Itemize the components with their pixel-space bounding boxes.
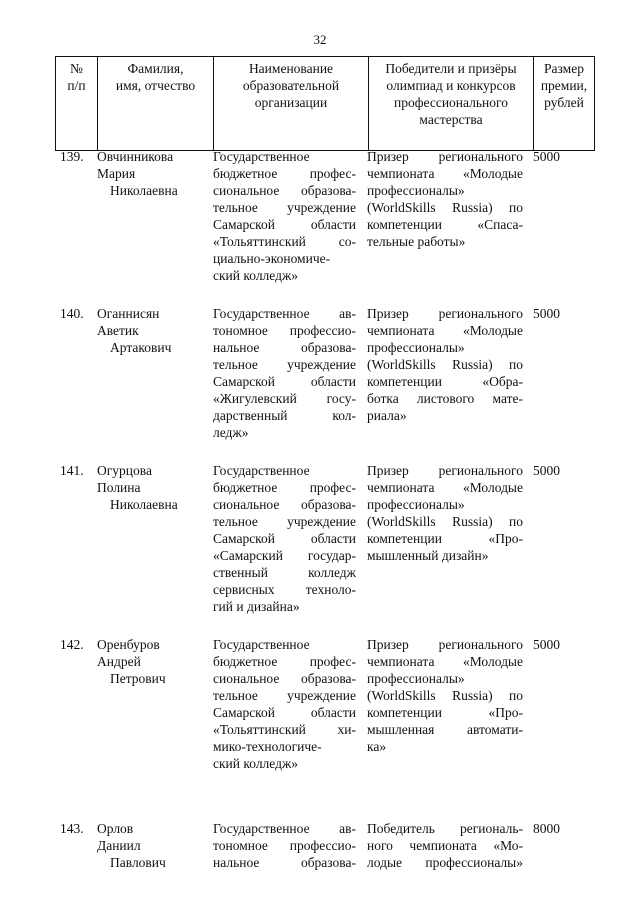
first-name: Даниил <box>97 838 141 853</box>
header-col-number <box>56 57 98 151</box>
achievement-line: риала» <box>367 408 407 423</box>
achievement-line: профессионалы» <box>367 497 465 512</box>
org-line: Самарской области <box>213 531 356 546</box>
patronymic: Петрович <box>110 671 166 686</box>
achievement-line: Призер регионального <box>367 149 523 164</box>
org-line: нальное образова- <box>213 340 356 355</box>
header-text: мастерства <box>419 112 483 127</box>
org-line: тельное учреждение <box>213 688 356 703</box>
achievement-line: чемпионата «Молодые <box>367 480 523 495</box>
page-number: 32 <box>313 32 327 47</box>
org-line: Самарской области <box>213 705 356 720</box>
header-text: Наименование <box>248 61 334 76</box>
org-line: бюджетное профес- <box>213 480 356 495</box>
person-name <box>97 820 166 871</box>
achievement-line: компетенции «Спаса- <box>367 217 523 232</box>
achievement-line: чемпионата «Молодые <box>367 323 523 338</box>
prize-amount: 5000 <box>533 149 560 164</box>
organization <box>213 636 356 772</box>
achievement-line: ка» <box>367 739 387 754</box>
achievement <box>367 305 523 424</box>
achievement-line: (WorldSkills Russia) по <box>367 688 523 703</box>
achievement <box>367 462 523 564</box>
achievement-line: ботка листового мате- <box>367 391 523 406</box>
achievement-line: профессионалы» <box>367 183 465 198</box>
row-number: 140. <box>60 306 84 321</box>
achievement-line: Призер регионального <box>367 637 523 652</box>
row-number: 142. <box>60 637 84 652</box>
achievement-line: профессионалы» <box>367 671 465 686</box>
org-line: тономное профессио- <box>213 323 356 338</box>
org-line: ский колледж» <box>213 268 299 283</box>
header-col-winner <box>369 57 534 151</box>
org-line: сервисных техноло- <box>213 582 356 597</box>
patronymic: Павлович <box>110 855 166 870</box>
header-text: п/п <box>67 78 86 93</box>
person-name <box>97 636 166 687</box>
org-line: ский колледж» <box>213 756 299 771</box>
achievement-line: чемпионата «Молодые <box>367 166 523 181</box>
patronymic: Николаевна <box>110 183 178 198</box>
org-line: ледж» <box>213 425 249 440</box>
achievement-line: Победитель региональ- <box>367 821 523 836</box>
org-line: тономное профессио- <box>213 838 356 853</box>
org-line: Государственное <box>213 463 310 478</box>
header-text: рублей <box>544 95 584 110</box>
achievement-line: профессионалы» <box>367 340 465 355</box>
patronymic: Николаевна <box>110 497 178 512</box>
org-line: циально-экономиче- <box>213 251 331 266</box>
org-line: нальное образова- <box>213 855 356 870</box>
person-name <box>97 148 178 199</box>
surname: Орлов <box>97 821 134 836</box>
org-line: сиональное образова- <box>213 183 356 198</box>
header-text: образовательной <box>242 78 340 93</box>
org-line: тельное учреждение <box>213 200 356 215</box>
achievement-line: Призер регионального <box>367 463 523 478</box>
first-name: Аветик <box>97 323 139 338</box>
surname: Оганнисян <box>97 306 160 321</box>
header-col-organization <box>214 57 369 151</box>
header-text: Фамилия, <box>127 61 184 76</box>
org-line: Государственное ав- <box>213 821 356 836</box>
org-line: «Тольяттинский хи- <box>213 722 356 737</box>
org-line: «Самарский государ- <box>213 548 356 563</box>
org-line: Государственное <box>213 637 310 652</box>
row-number: 139. <box>60 149 84 164</box>
row-number: 143. <box>60 821 84 836</box>
prize-amount: 5000 <box>533 306 560 321</box>
achievement-line: ного чемпионата «Мо- <box>367 838 523 853</box>
achievement-line: (WorldSkills Russia) по <box>367 357 523 372</box>
org-line: гий и дизайна» <box>213 599 300 614</box>
header-col-amount <box>534 57 595 151</box>
org-line: Государственное <box>213 149 310 164</box>
header-text: профессионального <box>394 95 508 110</box>
header-text: олимпиад и конкурсов <box>386 78 516 93</box>
header-text: организации <box>254 95 328 110</box>
achievement-line: мышленная автомати- <box>367 722 523 737</box>
org-line: бюджетное профес- <box>213 654 356 669</box>
org-line: Государственное ав- <box>213 306 356 321</box>
surname: Огурцова <box>97 463 152 478</box>
org-line: «Тольяттинский со- <box>213 234 356 249</box>
patronymic: Артакович <box>110 340 172 355</box>
prize-amount: 5000 <box>533 637 560 652</box>
org-line: Самарской области <box>213 217 356 232</box>
prize-amount: 8000 <box>533 821 560 836</box>
org-line: бюджетное профес- <box>213 166 356 181</box>
person-name <box>97 462 178 513</box>
achievement <box>367 636 523 755</box>
org-line: сиональное образова- <box>213 497 356 512</box>
org-line: сиональное образова- <box>213 671 356 686</box>
first-name: Полина <box>97 480 141 495</box>
achievement-line: лодые профессионалы» <box>367 855 523 870</box>
org-line: мико-технологиче- <box>213 739 322 754</box>
person-name <box>97 305 171 356</box>
header-text: Победители и призёры <box>385 61 517 76</box>
header-text: Размер <box>544 61 584 76</box>
achievement-line: компетенции «Про- <box>367 705 523 720</box>
achievement <box>367 820 523 871</box>
org-line: тельное учреждение <box>213 514 356 529</box>
achievement-line: компетенции «Обра- <box>367 374 523 389</box>
header-text: имя, отчество <box>115 78 196 93</box>
achievement-line: тельные работы» <box>367 234 466 249</box>
achievement-line: чемпионата «Молодые <box>367 654 523 669</box>
org-line: Самарской области <box>213 374 356 389</box>
achievement-line: Призер регионального <box>367 306 523 321</box>
achievement-line: мышленный дизайн» <box>367 548 489 563</box>
achievement-line: (WorldSkills Russia) по <box>367 514 523 529</box>
header-text: премии, <box>540 78 588 93</box>
first-name: Мария <box>97 166 136 181</box>
org-line: тельное учреждение <box>213 357 356 372</box>
prize-amount: 5000 <box>533 463 560 478</box>
surname: Овчинникова <box>97 149 174 164</box>
achievement <box>367 148 523 250</box>
org-line: ственный колледж <box>213 565 356 580</box>
first-name: Андрей <box>97 654 141 669</box>
organization <box>213 820 356 871</box>
achievement-line: компетенции «Про- <box>367 531 523 546</box>
organization <box>213 462 356 615</box>
surname: Оренбуров <box>97 637 160 652</box>
row-number: 141. <box>60 463 84 478</box>
organization <box>213 305 356 441</box>
header-text: № <box>70 61 83 76</box>
achievement-line: (WorldSkills Russia) по <box>367 200 523 215</box>
header-col-name <box>98 57 214 151</box>
org-line: «Жигулевский госу- <box>213 391 356 406</box>
table-header <box>55 56 595 151</box>
org-line: дарственный кол- <box>213 408 356 423</box>
organization <box>213 148 356 284</box>
